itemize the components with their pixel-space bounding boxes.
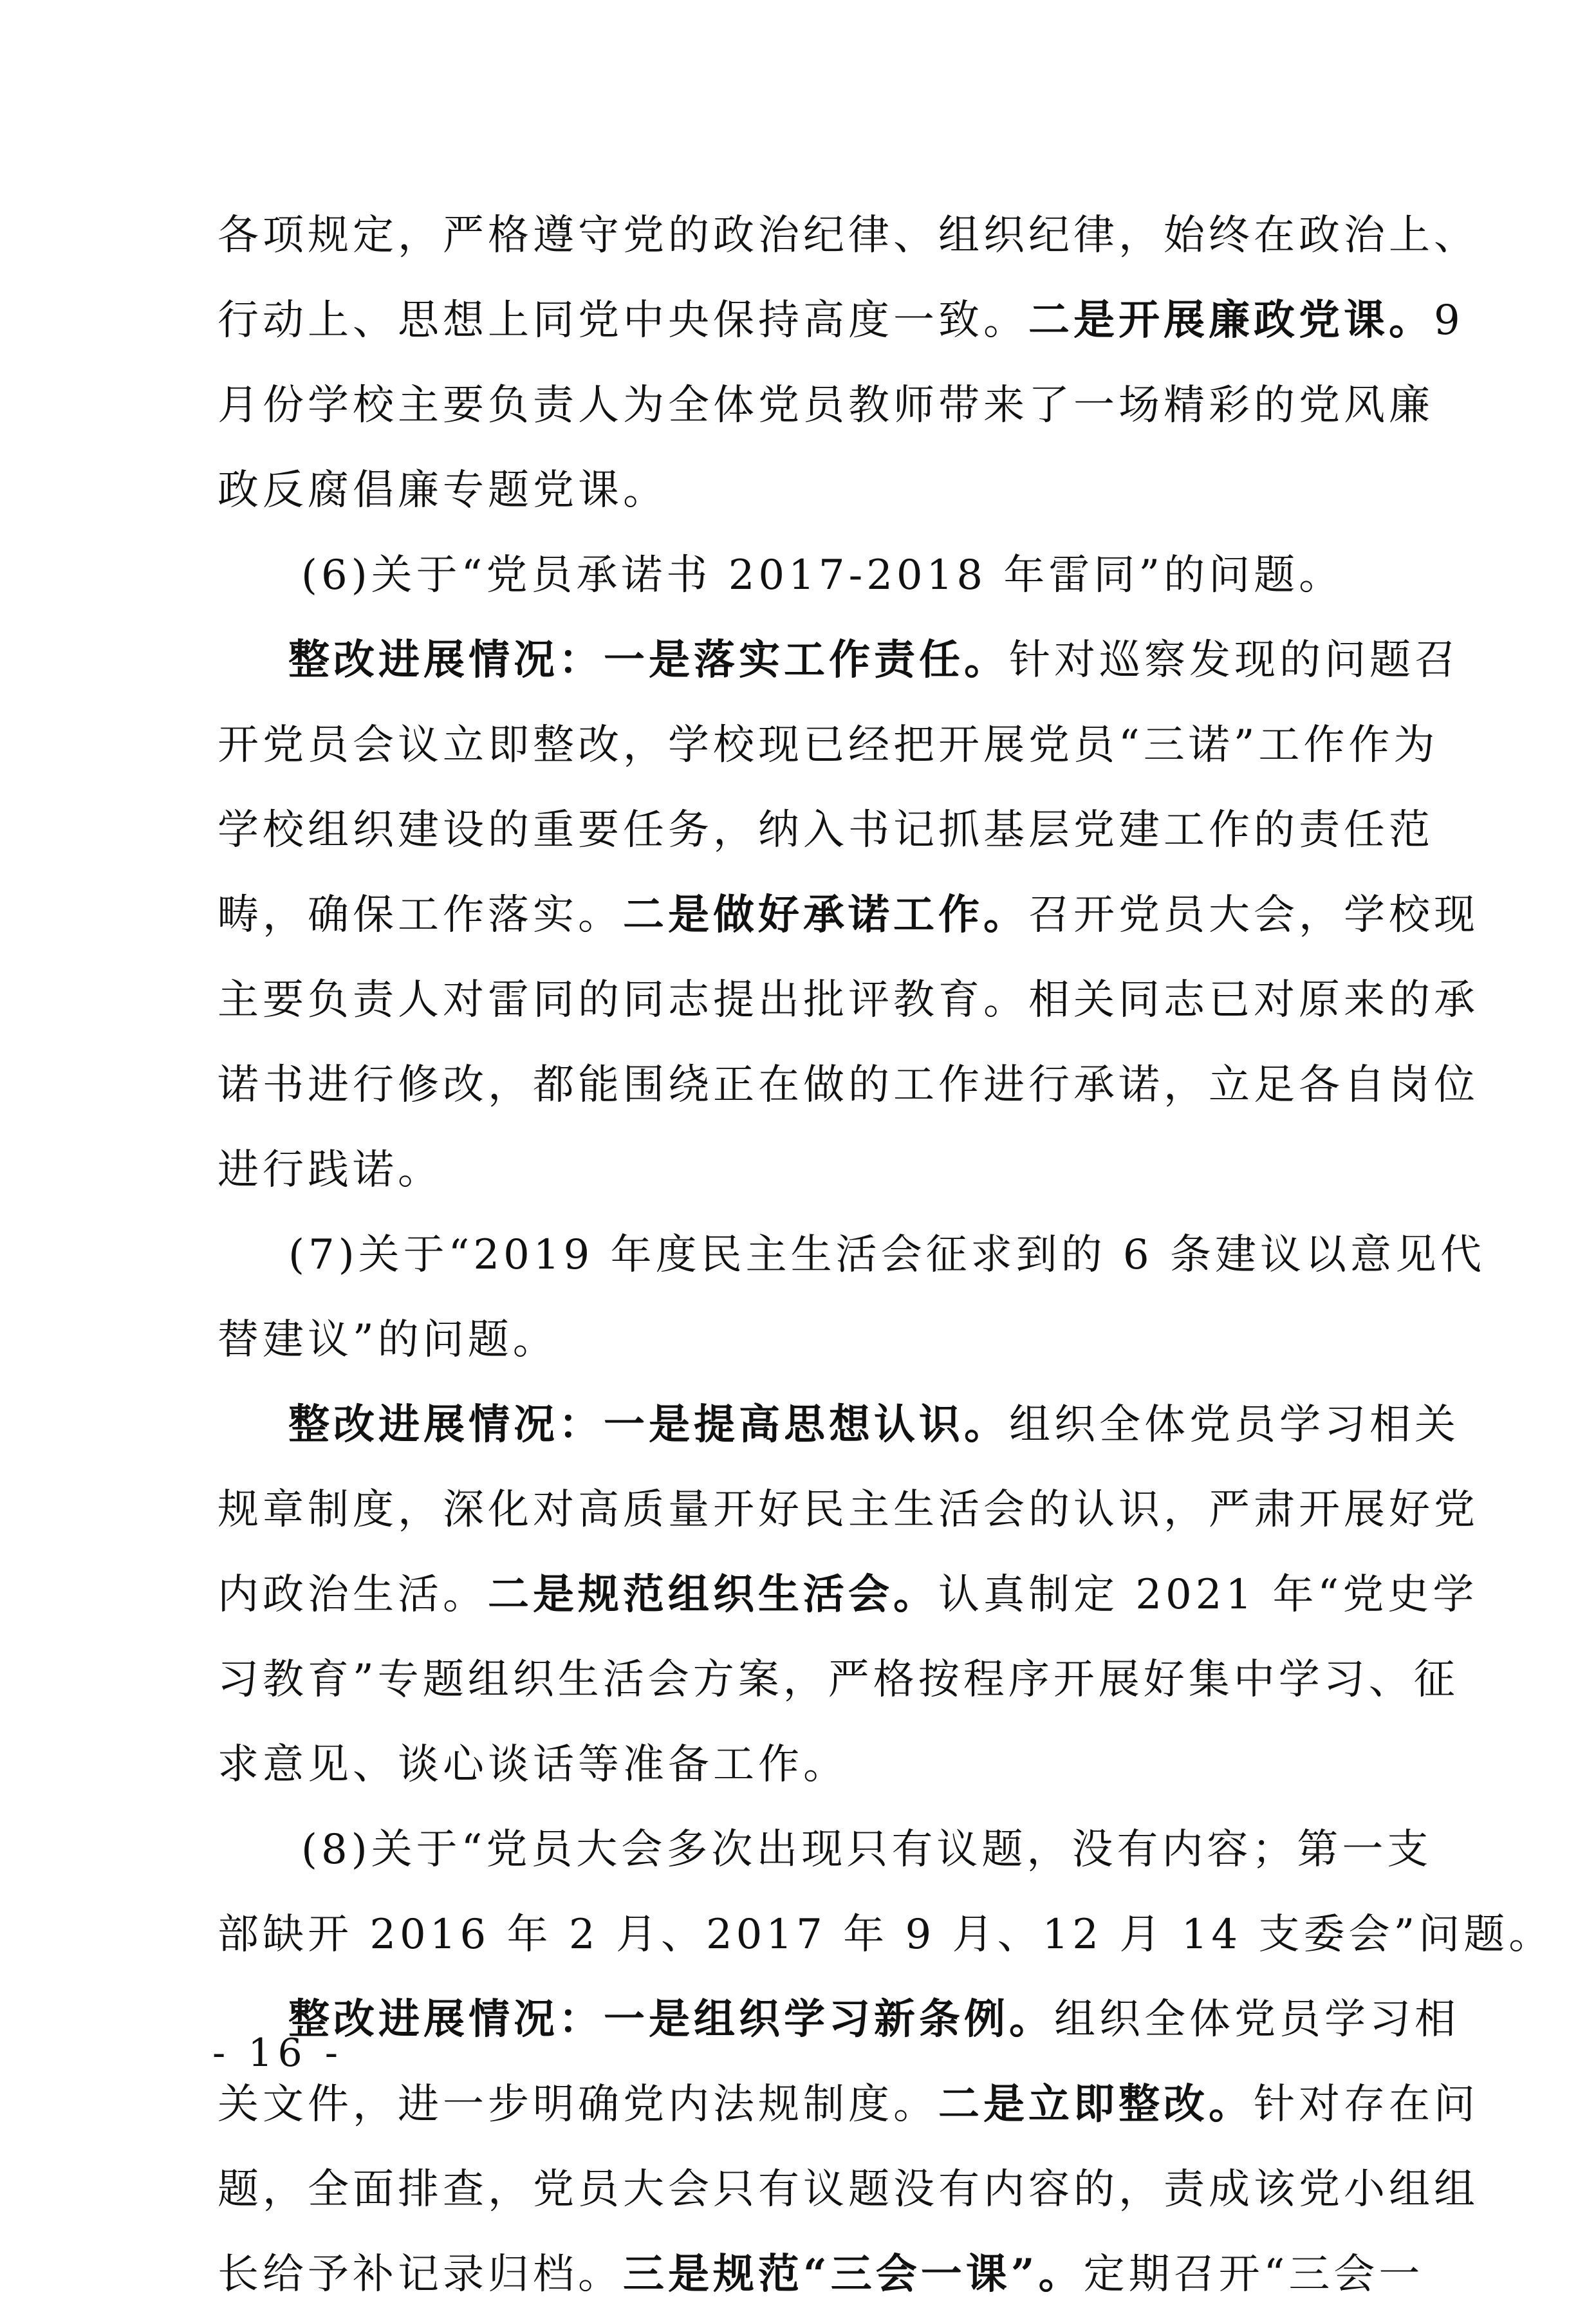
text-run: (6)关于“党员承诺书 2017-2018 年雷同”的问题。 — [301, 552, 1344, 599]
text-line — [218, 788, 1434, 873]
text-run: 认真制定 2021 年“党史学 — [938, 1571, 1478, 1619]
text-run: 诺书进行修改，都能围绕正在做的工作进行承诺，立足各自岗位 — [218, 1061, 1479, 1109]
text-run: 针对存在问 — [1254, 2081, 1479, 2128]
bold-heading-run: 三是规范“三会一课”。 — [623, 2250, 1084, 2298]
text-run: 针对巡察发现的问题召 — [1009, 637, 1460, 684]
text-run: 召开党员大会，学校现 — [1028, 891, 1479, 939]
text-run: 进行践诺。 — [218, 1146, 443, 1194]
text-line — [218, 2147, 1479, 2232]
bold-heading-run: 整改进展情况： — [288, 1400, 604, 1449]
text-run: 定期召开“三会一 — [1083, 2251, 1424, 2298]
text-line — [218, 873, 1479, 958]
bold-heading-run: 一是落实工作责任。 — [604, 636, 1009, 684]
text-run: 习教育”专题组织生活会方案，严格按程序开展好集中学习、征 — [218, 1656, 1459, 1704]
text-line — [218, 1382, 1460, 1467]
text-run: 学校组织建设的重要任务，纳入书记抓基层党建工作的责任范 — [218, 806, 1434, 854]
bold-heading-run: 二是做好承诺工作。 — [623, 891, 1028, 939]
text-run: 关文件，进一步明确党内法规制度。 — [218, 2081, 938, 2128]
text-run: 内政治生活。 — [218, 1571, 488, 1619]
text-line — [218, 1128, 1384, 1213]
text-run: 组织全体党员学习相 — [1054, 1996, 1460, 2043]
text-line — [218, 193, 1479, 278]
text-line — [218, 1892, 1554, 1977]
text-line — [218, 278, 1464, 363]
text-run: 规章制度，深化对高质量开好民主生活会的认识，严肃开展好党 — [218, 1486, 1479, 1534]
bold-heading-run: 二是立即整改。 — [938, 2080, 1254, 2128]
text-run: 组织全体党员学习相关 — [1009, 1401, 1460, 1449]
text-run: 题，全面排查，党员大会只有议题没有内容的，责成该党小组组 — [218, 2166, 1479, 2213]
issue-heading-7 — [218, 1213, 1485, 1298]
text-run: 行动上、思想上同党中央保持高度一致。 — [218, 297, 1028, 344]
text-run: (7)关于“2019 年度民主生活会征求到的 6 条建议以意见代 — [288, 1231, 1485, 1279]
issue-heading-6 — [218, 533, 1384, 618]
text-line — [218, 703, 1439, 788]
bold-heading-run: 一是组织学习新条例。 — [604, 1995, 1054, 2043]
text-line — [218, 1637, 1459, 1722]
text-run: 替建议”的问题。 — [218, 1316, 558, 1364]
text-run: 求意见、谈心谈话等准备工作。 — [218, 1741, 848, 1789]
text-line — [218, 1722, 1384, 1807]
text-run: 长给予补记录归档。 — [218, 2251, 623, 2298]
body-text — [218, 193, 1554, 2317]
text-line — [218, 958, 1479, 1043]
text-run: 各项规定，严格遵守党的政治纪律、组织纪律，始终在政治上、 — [218, 212, 1479, 259]
bold-heading-run: 二是开展廉政党课。 — [1028, 296, 1434, 344]
text-line — [218, 618, 1460, 703]
text-run: 开党员会议立即整改，学校现已经把开展党员“三诺”工作作为 — [218, 721, 1439, 769]
bold-heading-run: 一是提高思想认识。 — [604, 1400, 1009, 1449]
page-number: - 16 - — [212, 2031, 344, 2076]
text-run: 月份学校主要负责人为全体党员教师带来了一场精彩的党风廉 — [218, 382, 1434, 429]
text-line — [218, 1298, 1384, 1382]
text-run: 部缺开 2016 年 2 月、2017 年 9 月、12 月 14 支委会”问题。 — [218, 1911, 1554, 1959]
issue-heading-8 — [218, 1807, 1433, 1892]
text-run: 畴，确保工作落实。 — [218, 891, 623, 939]
text-run: 政反腐倡廉专题党课。 — [218, 467, 668, 514]
text-line — [218, 2062, 1479, 2147]
text-line — [218, 1552, 1478, 1637]
text-line — [218, 363, 1434, 448]
text-line — [218, 2232, 1424, 2317]
bold-heading-run: 整改进展情况： — [288, 636, 604, 684]
text-run: 9 — [1434, 297, 1464, 344]
text-line — [218, 1977, 1460, 2062]
bold-heading-run: 整改进展情况： — [288, 1995, 604, 2043]
text-line — [218, 1043, 1479, 1128]
text-line — [218, 1467, 1479, 1552]
text-run: 主要负责人对雷同的同志提出批评教育。相关同志已对原来的承 — [218, 976, 1479, 1024]
bold-heading-run: 二是规范组织生活会。 — [488, 1570, 938, 1619]
text-line — [218, 448, 1384, 533]
text-run: (8)关于“党员大会多次出现只有议题，没有内容；第一支 — [301, 1826, 1433, 1874]
